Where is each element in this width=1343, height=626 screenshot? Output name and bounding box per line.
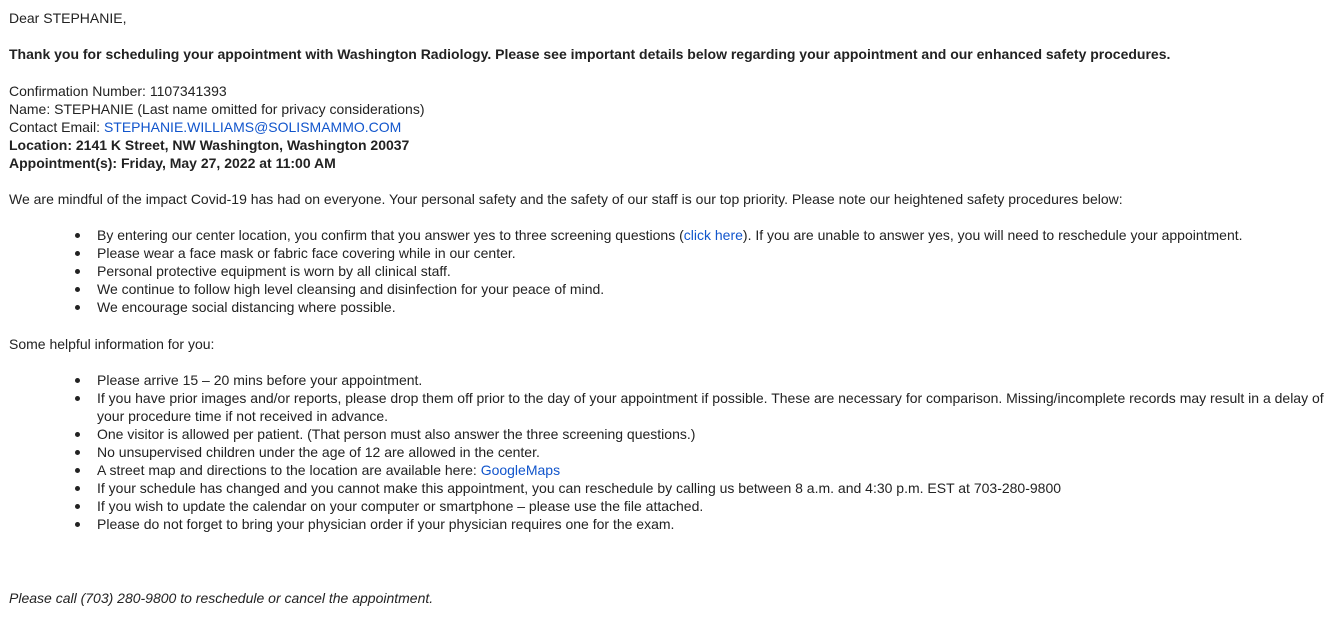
spacer [9, 27, 1343, 45]
confirmation-number: 1107341393 [149, 83, 227, 99]
helpful-intro: Some helpful information for you: [9, 336, 215, 352]
safety-item-1-after: ). If you are unable to answer yes, you will need to reschedule your appointment. [742, 227, 1243, 243]
spacer [9, 353, 1343, 371]
safety-intro: We are mindful of the impact Covid-19 has had on everyone. Your personal safety and the safety of our staff is our top priority. Please note our heightened safety procedures below: [9, 191, 1123, 207]
list-item: Personal protective equipment is worn by all clinical staff. [9, 262, 1343, 280]
name-label: Name: [9, 101, 55, 117]
spacer [9, 208, 1343, 226]
list-item: Please wear a face mask or fabric face covering while in our center. [9, 244, 1343, 262]
intro-text: Thank you for scheduling your appointment with Washington Radiology. Please see important details below regarding your appointment and our enhanced safety procedures. [9, 46, 1171, 62]
list-item: If your schedule has changed and you cannot make this appointment, you can reschedule by calling us between 8 a.m. and 4:30 p.m. EST at 703-280-9800 [9, 479, 1343, 497]
location-line: Location: 2141 K Street, NW Washington, Washington 20037 [9, 137, 410, 153]
spacer [9, 172, 1343, 190]
confirmation-line [9, 82, 1343, 100]
name-value: STEPHANIE (Last name omitted for privacy considerations) [54, 101, 425, 117]
safety-item-1-before: By entering our center location, you confirm that you answer yes to three screening questions ( [97, 227, 684, 243]
email-line [9, 118, 1343, 136]
spacer [9, 63, 1343, 82]
contact-email-link[interactable]: STEPHANIE.WILLIAMS@SOLISMAMMO.COM [103, 119, 402, 135]
list-item: One visitor is allowed per patient. (That person must also answer the three screening questions.) [9, 425, 1343, 443]
email-label: Contact Email: [9, 119, 104, 135]
screening-questions-link[interactable]: click here [683, 227, 743, 243]
list-item: Please arrive 15 – 20 mins before your appointment. [9, 371, 1343, 389]
spacer [9, 316, 1343, 335]
list-item: No unsupervised children under the age of 12 are allowed in the center. [9, 443, 1343, 461]
list-item [9, 461, 1343, 479]
list-item: We continue to follow high level cleansing and disinfection for your peace of mind. [9, 280, 1343, 298]
name-line [9, 100, 1343, 118]
map-text: A street map and directions to the location are available here: [97, 462, 481, 478]
appointment-line: Appointment(s): Friday, May 27, 2022 at 11:00 AM [9, 155, 336, 171]
list-item: We encourage social distancing where possible. [9, 298, 1343, 316]
list-item [9, 226, 1343, 244]
confirmation-label: Confirmation Number: [9, 83, 150, 99]
safety-list [9, 226, 1343, 316]
helpful-list [9, 371, 1343, 533]
closing-text: Please call (703) 280-9800 to reschedule or cancel the appointment. [9, 590, 434, 606]
list-item: If you have prior images and/or reports, please drop them off prior to the day of your appointment if possible. These are necessary for comparison. Missing/incomplete records may result in a delay of your procedure time if not received in advance. [9, 389, 1343, 425]
google-maps-link[interactable]: GoogleMaps [480, 462, 561, 478]
list-item: If you wish to update the calendar on your computer or smartphone – please use the file attached. [9, 497, 1343, 515]
greeting: Dear STEPHANIE, [9, 10, 127, 26]
list-item: Please do not forget to bring your physician order if your physician requires one for the exam. [9, 515, 1343, 533]
spacer [9, 533, 1343, 589]
